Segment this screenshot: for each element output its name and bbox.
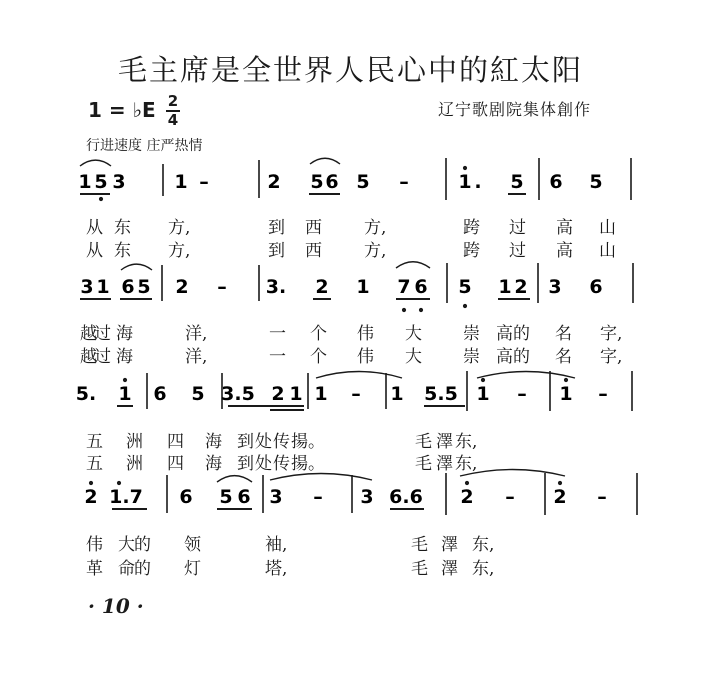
note: 5	[458, 276, 472, 298]
note: 6	[153, 383, 167, 405]
octave-dot	[463, 166, 467, 170]
note: 2	[315, 276, 329, 298]
slur	[396, 262, 430, 268]
note: 5.	[75, 383, 97, 405]
lyric-syllable: 四	[167, 454, 184, 474]
lyric-syllable: 大	[405, 347, 422, 367]
lyric-syllable: 方,	[364, 241, 387, 261]
note: 3	[548, 276, 562, 298]
lyric-syllable: 字,	[600, 324, 623, 344]
composer-credit: 辽宁歌剧院集体創作	[438, 100, 592, 119]
octave-dot	[463, 304, 467, 308]
note: 2	[271, 383, 285, 405]
note: 1	[476, 383, 490, 405]
lyric-syllable: 毛	[415, 432, 432, 452]
note: 2	[175, 276, 189, 298]
note: –	[505, 486, 515, 508]
slur	[316, 372, 402, 379]
note: 1	[96, 276, 110, 298]
slur	[310, 158, 340, 164]
slur	[121, 264, 152, 270]
note: 1	[174, 171, 188, 193]
lyric-syllable: 从	[86, 241, 103, 261]
lyric-syllable: 海	[205, 432, 222, 452]
note: 3.5	[221, 383, 255, 405]
note: 5	[191, 383, 205, 405]
lyric-syllable: 高	[556, 241, 573, 261]
note: 1	[390, 383, 404, 405]
lyric-syllable: 字,	[600, 347, 623, 367]
lyric-syllable: 洲	[126, 432, 143, 452]
note: 1	[559, 383, 573, 405]
octave-dot	[481, 378, 485, 382]
lyric-syllable: 名	[555, 324, 572, 344]
octave-dot	[419, 308, 423, 312]
lyric-syllable: 跨	[463, 241, 480, 261]
note: 2	[553, 486, 567, 508]
note: –	[199, 171, 209, 193]
lyric-syllable: 一	[269, 324, 286, 344]
lyric-syllable: 海	[116, 347, 133, 367]
lyric-syllable: 领	[184, 535, 201, 555]
lyric-syllable: 一	[269, 347, 286, 367]
lyric-syllable: 越	[80, 324, 97, 344]
lyric-syllable: 命	[118, 559, 135, 579]
note: 5	[356, 171, 370, 193]
lyric-syllable: 高	[496, 347, 513, 367]
lyric-syllable: 过	[94, 324, 111, 344]
lyric-syllable: 澤	[436, 432, 453, 452]
lyric-syllable: 灯	[184, 559, 201, 579]
note: 3	[112, 171, 126, 193]
note: 1.7	[109, 486, 143, 508]
lyric-syllable: 处	[255, 432, 272, 452]
note: 1	[458, 171, 472, 193]
note: 7	[397, 276, 411, 298]
lyric-syllable: 海	[116, 324, 133, 344]
note: 3	[80, 276, 94, 298]
lyric-syllable: 澤	[441, 535, 458, 555]
slur	[217, 476, 252, 482]
note: 5	[310, 171, 324, 193]
lyric-syllable: 揚。	[291, 432, 325, 452]
lyric-syllable: 东,	[455, 432, 478, 452]
lyric-syllable: 塔,	[265, 559, 288, 579]
note: 2	[84, 486, 98, 508]
note: –	[517, 383, 527, 405]
note: 5	[589, 171, 603, 193]
lyric-syllable: 个	[310, 324, 327, 344]
lyric-syllable: 的	[134, 535, 151, 555]
lyric-syllable: 东,	[455, 454, 478, 474]
lyric-syllable: 的	[513, 347, 530, 367]
octave-dot	[564, 378, 568, 382]
note: 3.	[265, 276, 287, 298]
lyric-syllable: 东	[114, 241, 131, 261]
lyric-syllable: 个	[310, 347, 327, 367]
lyric-syllable: 高	[496, 324, 513, 344]
lyric-syllable: 澤	[441, 559, 458, 579]
note: 6	[179, 486, 193, 508]
lyric-syllable: 方,	[168, 218, 191, 238]
slur	[270, 474, 372, 481]
note: 2	[460, 486, 474, 508]
lyric-syllable: 名	[555, 347, 572, 367]
lyric-syllable: 揚。	[291, 454, 325, 474]
lyric-syllable: 洋,	[185, 347, 208, 367]
lyric-syllable: 山	[599, 241, 616, 261]
key-signature: 1 = ♭E	[88, 98, 156, 122]
lyric-syllable: 传	[273, 432, 290, 452]
octave-dot	[558, 481, 562, 485]
note: 2	[267, 171, 281, 193]
lyric-syllable: 澤	[436, 454, 453, 474]
note: 6	[589, 276, 603, 298]
note: 1	[78, 171, 92, 193]
note: –	[598, 383, 608, 405]
slur	[477, 372, 575, 379]
page-number: · 10 ·	[88, 594, 144, 618]
lyric-syllable: 高	[556, 218, 573, 238]
lyric-syllable: 从	[86, 218, 103, 238]
octave-dot	[117, 481, 121, 485]
lyric-syllable: 跨	[463, 218, 480, 238]
note: –	[313, 486, 323, 508]
lyric-syllable: 过	[509, 218, 526, 238]
lyric-syllable: 海	[205, 454, 222, 474]
octave-dot	[402, 308, 406, 312]
octave-dot	[89, 481, 93, 485]
lyric-syllable: 毛	[411, 559, 428, 579]
lyric-syllable: 过	[94, 347, 111, 367]
lyric-syllable: 的	[513, 324, 530, 344]
note: 5.5	[424, 383, 458, 405]
lyric-syllable: 越	[80, 347, 97, 367]
lyric-syllable: 到	[237, 454, 254, 474]
lyric-syllable: 洲	[126, 454, 143, 474]
note: 1	[356, 276, 370, 298]
lyric-syllable: 山	[599, 218, 616, 238]
note: 6	[414, 276, 428, 298]
note: 5	[94, 171, 108, 193]
note: –	[597, 486, 607, 508]
octave-dot	[465, 481, 469, 485]
note: 3	[269, 486, 283, 508]
lyric-syllable: 袖,	[265, 535, 288, 555]
lyric-syllable: 传	[273, 454, 290, 474]
lyric-syllable: 五	[86, 454, 103, 474]
lyric-syllable: 到	[268, 218, 285, 238]
lyric-syllable: 到	[268, 241, 285, 261]
note: 1	[118, 383, 132, 405]
time-signature-bottom: 4	[167, 111, 179, 129]
note: –	[217, 276, 227, 298]
lyric-syllable: 东	[114, 218, 131, 238]
lyric-syllable: 处	[255, 454, 272, 474]
song-title: 毛主席是全世界人民心中的紅太阳	[117, 53, 583, 87]
note: 6	[121, 276, 135, 298]
note: 6	[325, 171, 339, 193]
lyric-syllable: 东,	[472, 559, 495, 579]
lyric-syllable: 五	[86, 432, 103, 452]
note: 6	[237, 486, 251, 508]
lyric-syllable: 四	[167, 432, 184, 452]
slur	[80, 160, 111, 166]
lyric-syllable: 洋,	[185, 324, 208, 344]
lyric-syllable: 伟	[86, 535, 103, 555]
note: .	[474, 171, 482, 193]
note: 1	[314, 383, 328, 405]
lyric-syllable: 伟	[357, 324, 374, 344]
lyric-syllable: 东,	[472, 535, 495, 555]
lyric-syllable: 方,	[364, 218, 387, 238]
octave-dot	[99, 197, 103, 201]
lyric-syllable: 的	[134, 559, 151, 579]
lyric-syllable: 大	[405, 324, 422, 344]
lyric-syllable: 西	[305, 218, 322, 238]
lyric-syllable: 崇	[463, 347, 480, 367]
lyric-syllable: 伟	[357, 347, 374, 367]
lyric-syllable: 毛	[411, 535, 428, 555]
note: 5	[137, 276, 151, 298]
lyric-syllable: 到	[237, 432, 254, 452]
lyric-syllable: 毛	[415, 454, 432, 474]
note: 6.6	[389, 486, 423, 508]
note: 1	[289, 383, 303, 405]
note: 3	[360, 486, 374, 508]
note: 5	[219, 486, 233, 508]
tempo-marking: 行进速度 庄严热情	[86, 138, 203, 154]
octave-dot	[123, 378, 127, 382]
note: 1	[498, 276, 512, 298]
lyric-syllable: 过	[509, 241, 526, 261]
note: 2	[514, 276, 528, 298]
note: 5	[510, 171, 524, 193]
lyric-syllable: 崇	[463, 324, 480, 344]
lyric-syllable: 西	[305, 241, 322, 261]
lyric-syllable: 大	[118, 535, 135, 555]
note: 6	[549, 171, 563, 193]
time-signature-top: 2	[167, 92, 179, 110]
lyric-syllable: 革	[86, 559, 103, 579]
lyric-syllable: 方,	[168, 241, 191, 261]
note: –	[399, 171, 409, 193]
note: –	[351, 383, 361, 405]
